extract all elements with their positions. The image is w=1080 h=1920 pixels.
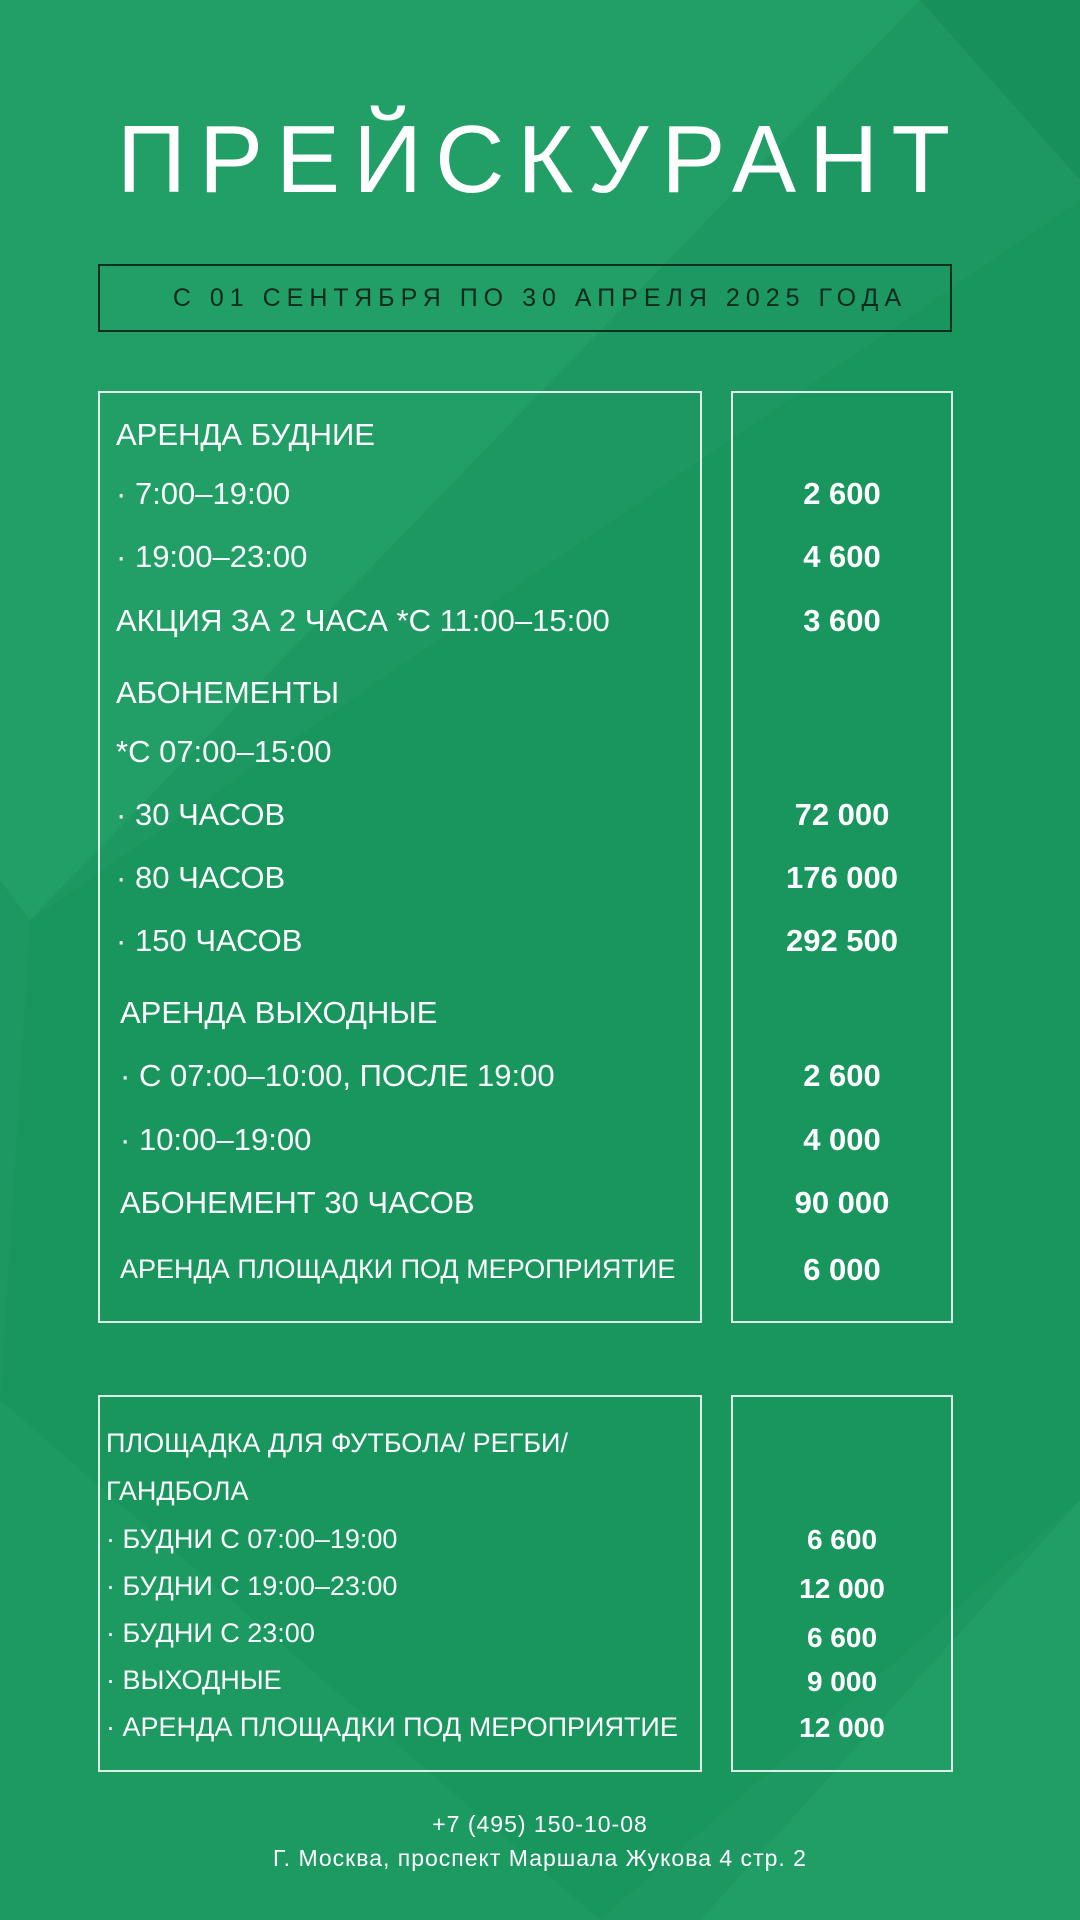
bullet: · bbox=[116, 539, 127, 574]
event-rental: АРЕНДА ПЛОЩАДКИ ПОД МЕРОПРИЯТИЕ bbox=[120, 1254, 676, 1284]
football-row-4-price: 9 000 bbox=[806, 1666, 878, 1697]
subscription-2-hours: 80 bbox=[134, 860, 170, 895]
subscription-2-unit: ЧАСОВ bbox=[178, 860, 286, 895]
weekend-slot-1-d: 19:00 bbox=[477, 1058, 555, 1093]
football-row-2-b: 19:00–23:00 bbox=[247, 1571, 398, 1601]
period-banner bbox=[98, 264, 952, 332]
rental-prices-box bbox=[731, 391, 953, 1323]
football-row-2-a: БУДНИ С bbox=[122, 1571, 240, 1601]
football-row-1-b: 07:00–19:00 bbox=[247, 1524, 398, 1554]
bullet: · bbox=[106, 1618, 115, 1648]
weekend-slot-1 bbox=[120, 1060, 555, 1091]
subscription-2-price: 176 000 bbox=[785, 860, 899, 895]
weekday-slot-2 bbox=[116, 541, 307, 572]
weekend-subscription-b: 30 bbox=[324, 1185, 359, 1220]
subscription-3-hours: 150 bbox=[134, 923, 187, 958]
bullet: · bbox=[106, 1524, 115, 1554]
weekend-subscription-c: ЧАСОВ bbox=[367, 1185, 475, 1220]
weekday-slot-2-price: 4 600 bbox=[803, 539, 881, 574]
weekend-subscription bbox=[120, 1187, 475, 1218]
bullet: · bbox=[116, 476, 127, 511]
promo-text-c: ЧАСА *С bbox=[304, 603, 431, 638]
promo-text-b: 2 bbox=[278, 603, 297, 638]
event-rental-price: 6 000 bbox=[803, 1252, 881, 1287]
period-text: С 01 СЕНТЯБРЯ ПО 30 АПРЕЛЯ 2025 ГОДА bbox=[172, 283, 908, 312]
bullet: · bbox=[106, 1665, 115, 1695]
subscription-2 bbox=[116, 862, 285, 893]
football-row-3-b: 23:00 bbox=[247, 1618, 315, 1648]
bullet: · bbox=[120, 1122, 131, 1157]
weekend-slot-2-price: 4 000 bbox=[803, 1122, 881, 1157]
phone-number[interactable]: +7 (495) 150-10-08 bbox=[432, 1811, 648, 1837]
football-heading-line-2: ГАНДБОЛА bbox=[106, 1476, 249, 1506]
football-row-3-price: 6 600 bbox=[806, 1622, 878, 1653]
weekday-heading: АРЕНДА БУДНИЕ bbox=[116, 417, 375, 452]
rental-labels-box bbox=[98, 391, 702, 1323]
football-row-1 bbox=[106, 1526, 397, 1553]
subscription-3-price: 292 500 bbox=[785, 923, 899, 958]
weekend-subscription-a: АБОНЕМЕНТ bbox=[120, 1185, 316, 1220]
subscription-3 bbox=[116, 925, 302, 956]
football-row-2-price: 12 000 bbox=[799, 1573, 885, 1604]
bullet: · bbox=[106, 1571, 115, 1601]
bullet: · bbox=[120, 1058, 131, 1093]
subscriptions-heading: АБОНЕМЕНТЫ bbox=[116, 675, 340, 710]
weekend-slot-2-time: 10:00–19:00 bbox=[138, 1122, 312, 1157]
subscriptions-time bbox=[116, 736, 331, 767]
bullet: · bbox=[116, 797, 127, 832]
bullet: · bbox=[116, 923, 127, 958]
football-row-4-label: ВЫХОДНЫЕ bbox=[122, 1665, 282, 1695]
subscription-1-unit: ЧАСОВ bbox=[178, 797, 286, 832]
subscription-1-price: 72 000 bbox=[794, 797, 890, 832]
bullet: · bbox=[106, 1712, 115, 1742]
subscription-3-unit: ЧАСОВ bbox=[195, 923, 303, 958]
football-row-1-a: БУДНИ С bbox=[122, 1524, 240, 1554]
football-row-3 bbox=[106, 1620, 315, 1647]
weekend-slot-1-b: 07:00–10:00, bbox=[169, 1058, 351, 1093]
weekday-slot-1-time: 7:00–19:00 bbox=[134, 476, 291, 511]
subscription-1-hours: 30 bbox=[134, 797, 170, 832]
address: Г. Москва, проспект Маршала Жукова 4 стр. 2 bbox=[273, 1845, 807, 1871]
subscriptions-time-b: 07:00–15:00 bbox=[159, 734, 332, 769]
subscription-1 bbox=[116, 799, 285, 830]
football-row-5-label: АРЕНДА ПЛОЩАДКИ ПОД МЕРОПРИЯТИЕ bbox=[122, 1712, 678, 1742]
weekend-subscription-price: 90 000 bbox=[794, 1185, 890, 1220]
page-title: ПРЕЙСКУРАНТ bbox=[117, 106, 963, 213]
weekday-slot-1 bbox=[116, 478, 290, 509]
promo-text-a: АКЦИЯ ЗА bbox=[116, 603, 271, 638]
football-row-4 bbox=[106, 1667, 282, 1694]
promo-row bbox=[116, 605, 610, 636]
weekend-slot-2 bbox=[120, 1124, 311, 1155]
football-heading-line-1: ПЛОЩАДКА ДЛЯ ФУТБОЛА/ РЕГБИ/ bbox=[106, 1428, 568, 1458]
weekday-slot-1-price: 2 600 bbox=[803, 476, 881, 511]
football-row-2 bbox=[106, 1573, 397, 1600]
football-row-3-a: БУДНИ С bbox=[122, 1618, 240, 1648]
promo-price: 3 600 bbox=[803, 603, 881, 638]
weekend-heading: АРЕНДА ВЫХОДНЫЕ bbox=[120, 995, 438, 1030]
football-row-1-price: 6 600 bbox=[806, 1524, 878, 1555]
promo-text-d: 11:00–15:00 bbox=[439, 603, 610, 638]
weekend-slot-1-c: ПОСЛЕ bbox=[359, 1058, 469, 1093]
weekend-slot-1-price: 2 600 bbox=[803, 1058, 881, 1093]
football-row-5-price: 12 000 bbox=[799, 1712, 885, 1743]
subscriptions-time-a: *С bbox=[116, 734, 151, 769]
weekend-slot-1-a: С bbox=[138, 1058, 162, 1093]
bullet: · bbox=[116, 860, 127, 895]
weekday-slot-2-time: 19:00–23:00 bbox=[134, 539, 308, 574]
football-row-5 bbox=[106, 1714, 678, 1741]
